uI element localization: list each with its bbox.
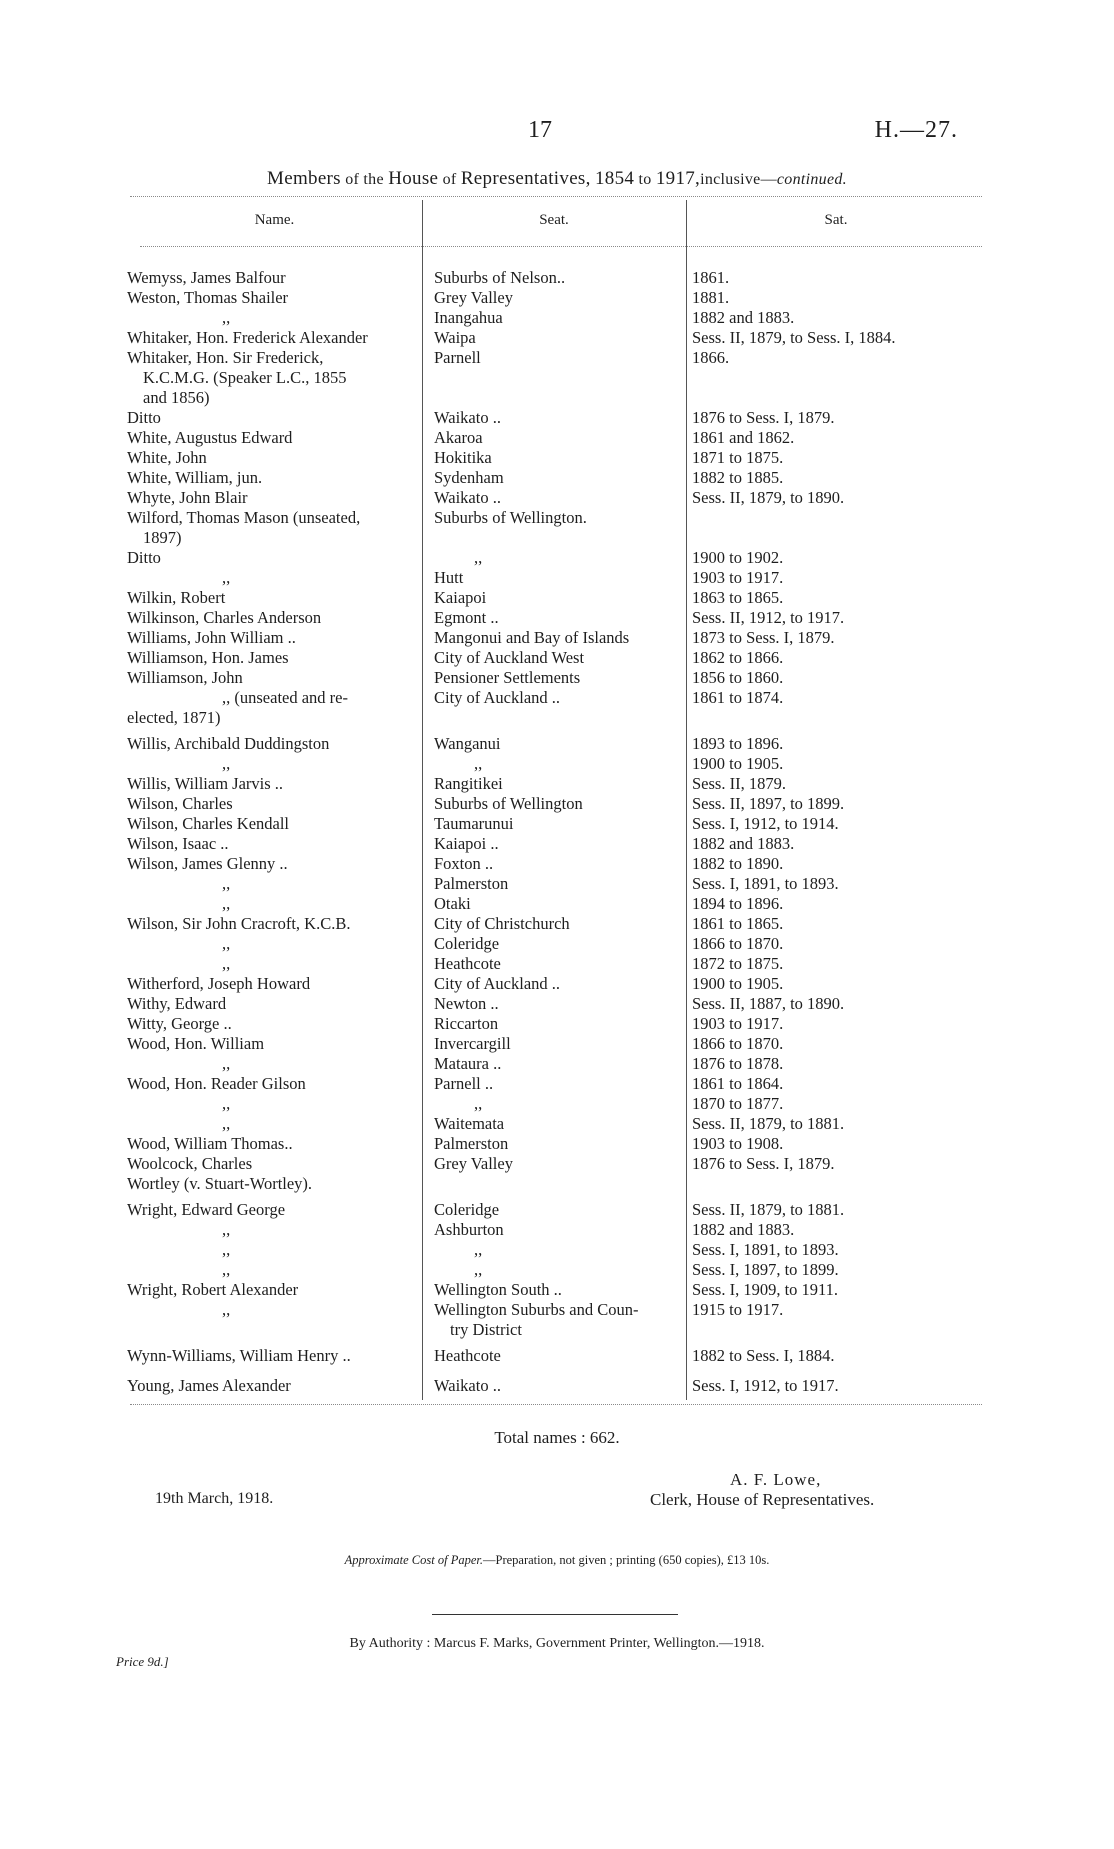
row-seat: Wellington Suburbs and Coun-: [434, 1300, 639, 1319]
row-name: and 1856): [143, 388, 210, 407]
row-sat: Sess. II, 1879.: [692, 774, 786, 793]
row-name: White, John: [127, 448, 207, 467]
row-name: Ditto: [127, 548, 161, 567]
row-seat: Coleridge: [434, 934, 500, 953]
row-seat: ,,: [474, 754, 483, 773]
row-name: Wemyss, James Balfour: [127, 268, 286, 287]
row-seat: Taumarunui: [434, 814, 514, 833]
row-sat: 1871 to 1875.: [692, 448, 784, 467]
title-word-of-2: of: [442, 171, 457, 188]
row-name: ,,: [222, 308, 231, 327]
row-name: 1897): [143, 528, 182, 547]
row-name: elected, 1871): [127, 708, 221, 727]
row-seat: Akaroa: [434, 428, 483, 447]
imprint-rule: [432, 1614, 678, 1615]
row-sat: 1915 to 1917.: [692, 1300, 784, 1319]
row-name: Whyte, John Blair: [127, 488, 248, 507]
row-name: Wilson, James Glenny ..: [127, 854, 288, 873]
title-word-representatives: Representatives,: [460, 168, 591, 189]
row-name: Wilkin, Robert: [127, 588, 226, 607]
row-seat: Foxton ..: [434, 854, 494, 873]
row-seat: Coleridge: [434, 1200, 500, 1219]
row-sat: Sess. II, 1912, to 1917.: [692, 608, 845, 627]
row-seat: City of Christchurch: [434, 914, 570, 933]
row-seat: Waipa: [434, 328, 476, 347]
row-name: Withy, Edward: [127, 994, 227, 1013]
row-seat: Parnell: [434, 348, 481, 367]
row-sat: 1863 to 1865.: [692, 588, 784, 607]
column-header-sat: Sat.: [824, 212, 848, 228]
row-name: Wilson, Charles Kendall: [127, 814, 290, 833]
row-name: Wood, William Thomas..: [127, 1134, 293, 1153]
row-name: ,,: [222, 1114, 231, 1133]
row-sat: 1876 to 1878.: [692, 1054, 784, 1073]
row-sat: 1882 to 1890.: [692, 854, 784, 873]
row-sat: Sess. I, 1912, to 1917.: [692, 1376, 839, 1395]
row-sat: 1903 to 1917.: [692, 1014, 784, 1033]
price: Price 9d.]: [116, 1654, 169, 1669]
row-sat: 1856 to 1860.: [692, 668, 784, 687]
row-seat: Waikato ..: [434, 1376, 501, 1395]
row-sat: 1882 and 1883.: [692, 308, 795, 327]
row-name: Whitaker, Hon. Frederick Alexander: [127, 328, 368, 347]
paper-reference: H.—27.: [874, 117, 958, 143]
row-seat: Sydenham: [434, 468, 504, 487]
row-seat: ,,: [474, 548, 483, 567]
title-word-members: Members: [267, 168, 341, 189]
row-sat: 1893 to 1896.: [692, 734, 784, 753]
row-name: Wilford, Thomas Mason (unseated,: [127, 508, 361, 527]
row-name: Young, James Alexander: [127, 1376, 291, 1395]
signatory-title: Clerk, House of Representatives.: [650, 1490, 875, 1509]
row-name: ,,: [222, 1094, 231, 1113]
row-seat: Mangonui and Bay of Islands: [434, 628, 630, 647]
row-seat: Pensioner Settlements: [434, 668, 581, 687]
row-name: ,,: [222, 934, 231, 953]
row-name: ,,: [222, 1260, 231, 1279]
row-seat: Wellington South ..: [434, 1280, 562, 1299]
title-word-1854: 1854: [594, 168, 635, 189]
row-seat: ,,: [474, 1094, 483, 1113]
row-seat: Palmerston: [434, 874, 509, 893]
row-seat: Inangahua: [434, 308, 503, 327]
row-seat: Hokitika: [434, 448, 492, 467]
row-name: Williamson, John: [127, 668, 243, 687]
row-name: ,,: [222, 1220, 231, 1239]
row-seat: Heathcote: [434, 954, 501, 973]
row-sat: 1882 and 1883.: [692, 834, 795, 853]
row-sat: 1861 to 1874.: [692, 688, 784, 707]
row-seat: Mataura ..: [434, 1054, 502, 1073]
page-number: 17: [528, 117, 552, 143]
row-sat: 1866.: [692, 348, 730, 367]
row-name: Witherford, Joseph Howard: [127, 974, 311, 993]
row-sat: 1903 to 1908.: [692, 1134, 784, 1153]
row-seat: City of Auckland ..: [434, 688, 561, 707]
row-seat: Wanganui: [434, 734, 501, 753]
row-sat: 1900 to 1902.: [692, 548, 784, 567]
title-word-1917: 1917,: [655, 168, 701, 189]
row-sat: 1873 to Sess. I, 1879.: [692, 628, 835, 647]
row-seat: Otaki: [434, 894, 471, 913]
row-seat: Waitemata: [434, 1114, 505, 1133]
row-name: ,,: [222, 1240, 231, 1259]
row-name: Witty, George ..: [127, 1014, 232, 1033]
row-name: Wortley (v. Stuart-Wortley).: [127, 1174, 313, 1193]
row-sat: 1882 to Sess. I, 1884.: [692, 1346, 835, 1365]
row-seat: Suburbs of Wellington.: [434, 508, 587, 527]
row-sat: 1900 to 1905.: [692, 754, 784, 773]
row-name: Willis, William Jarvis ..: [127, 774, 284, 793]
row-sat: 1876 to Sess. I, 1879.: [692, 408, 835, 427]
row-seat: Grey Valley: [434, 1154, 513, 1173]
row-name: ,,: [222, 568, 231, 587]
row-name: ,,: [222, 954, 231, 973]
cost-text: —Preparation, not given ; printing (650 copies), £13 10s.: [483, 1553, 770, 1567]
row-seat: ,,: [474, 1260, 483, 1279]
row-name: Wright, Edward George: [127, 1200, 286, 1219]
row-seat: Kaiapoi: [434, 588, 487, 607]
row-sat: 1903 to 1917.: [692, 568, 784, 587]
row-seat: Ashburton: [434, 1220, 504, 1239]
row-name: ,,: [222, 1300, 231, 1319]
row-seat: Heathcote: [434, 1346, 501, 1365]
row-sat: Sess. II, 1897, to 1899.: [692, 794, 845, 813]
row-sat: Sess. I, 1891, to 1893.: [692, 1240, 839, 1259]
row-sat: Sess. I, 1891, to 1893.: [692, 874, 839, 893]
row-sat: 1866 to 1870.: [692, 934, 784, 953]
row-sat: 1861 to 1864.: [692, 1074, 784, 1093]
column-header-seat: Seat.: [539, 212, 569, 228]
row-name: Willis, Archibald Duddingston: [127, 734, 330, 753]
row-seat: ,,: [474, 1240, 483, 1259]
row-sat: Sess. I, 1909, to 1911.: [692, 1280, 839, 1299]
row-name: ,,: [222, 874, 231, 893]
total-names: Total names : 662.: [494, 1428, 620, 1447]
row-name: Wilson, Isaac ..: [127, 834, 229, 853]
row-name: Wilkinson, Charles Anderson: [127, 608, 322, 627]
row-seat: Kaiapoi ..: [434, 834, 499, 853]
row-sat: 1872 to 1875.: [692, 954, 784, 973]
row-sat: Sess. II, 1879, to Sess. I, 1884.: [692, 328, 896, 347]
row-sat: 1882 and 1883.: [692, 1220, 795, 1239]
row-sat: 1881.: [692, 288, 730, 307]
row-seat: Palmerston: [434, 1134, 509, 1153]
signatory-name: A. F. Lowe,: [730, 1470, 822, 1489]
title-word-house: House: [388, 168, 439, 189]
row-sat: 1861 and 1862.: [692, 428, 795, 447]
row-sat: 1870 to 1877.: [692, 1094, 784, 1113]
row-sat: 1894 to 1896.: [692, 894, 784, 913]
row-name: ,,: [222, 754, 231, 773]
document-date: 19th March, 1918.: [155, 1490, 274, 1507]
row-name: K.C.M.G. (Speaker L.C., 1855: [143, 368, 347, 387]
title-word-inclusive: inclusive—: [700, 171, 777, 188]
row-name: White, William, jun.: [127, 468, 263, 487]
row-name: Wood, Hon. Reader Gilson: [127, 1074, 306, 1093]
title-suffix: continued.: [776, 171, 847, 188]
row-seat: Invercargill: [434, 1034, 511, 1053]
row-name: ,,: [222, 894, 231, 913]
row-seat: Suburbs of Wellington: [434, 794, 583, 813]
row-name: Ditto: [127, 408, 161, 427]
row-sat: 1900 to 1905.: [692, 974, 784, 993]
row-seat: Egmont ..: [434, 608, 499, 627]
row-sat: Sess. I, 1912, to 1914.: [692, 814, 839, 833]
row-name: Woolcock, Charles: [127, 1154, 253, 1173]
row-seat: Rangitikei: [434, 774, 503, 793]
row-sat: 1861 to 1865.: [692, 914, 784, 933]
row-seat: Riccarton: [434, 1014, 499, 1033]
row-sat: 1876 to Sess. I, 1879.: [692, 1154, 835, 1173]
row-seat: Hutt: [434, 568, 464, 587]
row-name: Weston, Thomas Shailer: [127, 288, 289, 307]
row-name: Williamson, Hon. James: [127, 648, 289, 667]
row-sat: 1882 to 1885.: [692, 468, 784, 487]
row-seat: City of Auckland West: [434, 648, 585, 667]
row-sat: Sess. II, 1879, to 1890.: [692, 488, 845, 507]
row-name: Wynn-Williams, William Henry ..: [127, 1346, 351, 1365]
row-sat: Sess. I, 1897, to 1899.: [692, 1260, 839, 1279]
row-seat: Waikato ..: [434, 408, 501, 427]
row-seat: Suburbs of Nelson..: [434, 268, 566, 287]
title-word-of: of the: [345, 171, 384, 188]
row-name: Whitaker, Hon. Sir Frederick,: [127, 348, 324, 367]
row-name: ,,: [222, 1054, 231, 1073]
row-seat: Grey Valley: [434, 288, 513, 307]
row-name: Wilson, Sir John Cracroft, K.C.B.: [127, 914, 351, 933]
row-sat: 1866 to 1870.: [692, 1034, 784, 1053]
row-name: Wright, Robert Alexander: [127, 1280, 299, 1299]
row-name: Williams, John William ..: [127, 628, 296, 647]
row-sat: Sess. II, 1879, to 1881.: [692, 1114, 845, 1133]
row-sat: Sess. II, 1879, to 1881.: [692, 1200, 845, 1219]
row-name: White, Augustus Edward: [127, 428, 293, 447]
row-sat: Sess. II, 1887, to 1890.: [692, 994, 845, 1013]
row-seat: Waikato ..: [434, 488, 501, 507]
column-header-name: Name.: [254, 212, 295, 228]
title-word-to: to: [638, 171, 652, 188]
cost-label: Approximate Cost of Paper.: [344, 1553, 483, 1567]
row-seat: Parnell ..: [434, 1074, 494, 1093]
row-sat: 1862 to 1866.: [692, 648, 784, 667]
row-name: ,, (unseated and re-: [222, 688, 348, 707]
imprint: By Authority : Marcus F. Marks, Government Printer, Wellington.—1918.: [349, 1636, 765, 1651]
row-seat: Newton ..: [434, 994, 499, 1013]
row-sat: 1861.: [692, 268, 730, 287]
row-name: Wilson, Charles: [127, 794, 233, 813]
row-seat: City of Auckland ..: [434, 974, 561, 993]
cost-note: [0, 1553, 1114, 1568]
row-seat: try District: [450, 1320, 522, 1339]
row-name: Wood, Hon. William: [127, 1034, 265, 1053]
